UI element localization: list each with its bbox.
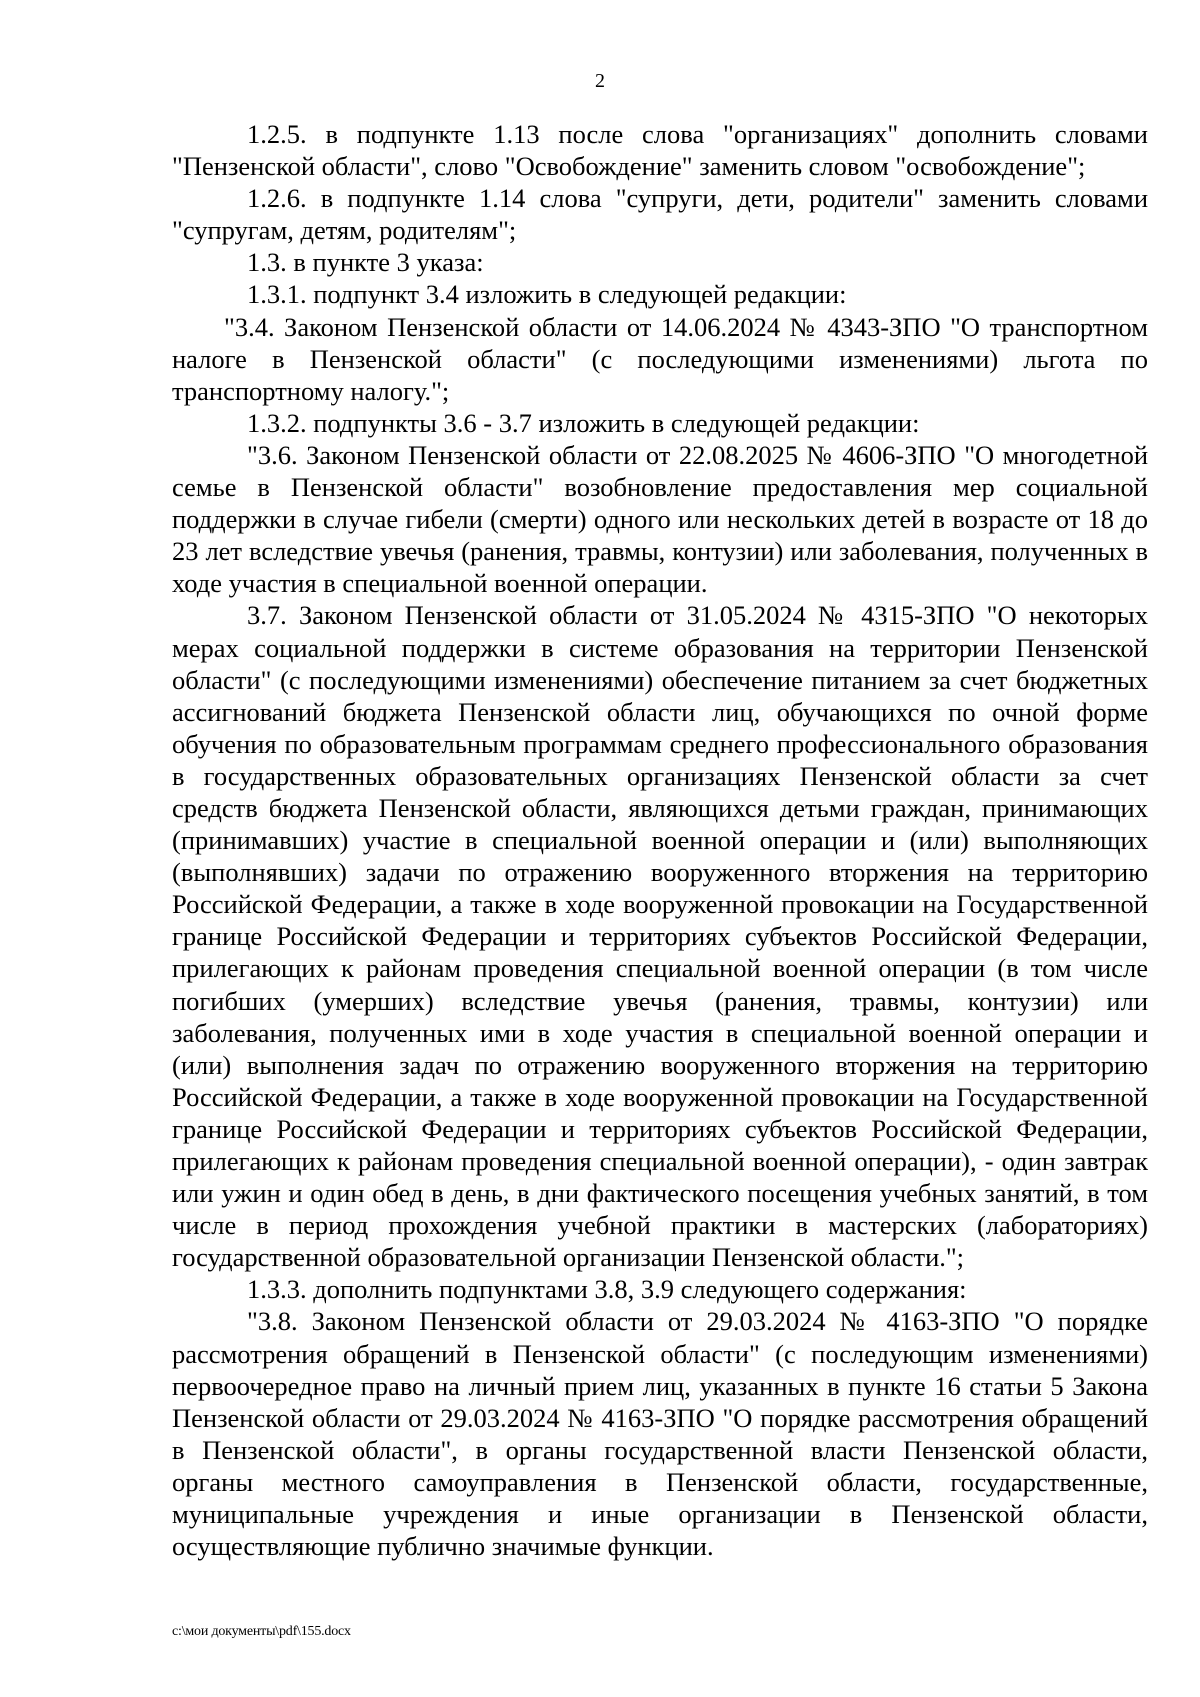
paragraph-3-4: "3.4. Законом Пензенской области от 14.06.2024 № 4343-ЗПО "О транспортном налоге в Пензенской области" (с последующими изменениями) льгота по транспортному налогу."; [172,311,1148,406]
paragraph-1-2-6: 1.2.6. в подпункте 1.14 слова "супруги, дети, родители" заменить словами "супругам, детям, родителям"; [172,183,1148,246]
paragraph-1-3: 1.3. в пункте 3 указа: [247,247,484,278]
paragraph-3-7: 3.7. Законом Пензенской области от 31.05.2024 № 4315-ЗПО "О некоторых мерах социальной поддержки в системе образования на территории Пензенской области" (с последующими изменениями) обеспечение питанием за счет бюджетных ассигнований бюджета Пензенской области лиц, обучающихся по очной форме обучения по образовательным программам среднего профессионального образования в государственных образовательных организациях Пензенской области за счет средств бюджета Пензенской области, являющихся детьми граждан, принимающих (принимавших) участие в специальной военной операции и (или) выполняющих (выполнявших) задачи по отражению вооруженного вторжения на территорию Российской Федерации, а также в ходе вооруженной провокации на Государственной границе Российской Федерации и территориях субъектов Российской Федерации, прилегающих к районам проведения специальной военной операции (в том числе погибших (умерших) вследствие увечья (ранения, травмы, контузии) или заболевания, полученных ими в ходе участия в специальной военной операции и (или) выполнения задач по отражению вооруженного вторжения на территорию Российской Федерации, а также в ходе вооруженной провокации на Государственной границе Российской Федерации и территориях субъектов Российской Федерации, прилегающих к районам проведения специальной военной операции), - один завтрак или ужин и один обед в день, в дни фактического посещения учебных занятий, в том числе в период прохождения учебной практики в мастерских (лабораториях) государственной образовательной организации Пензенской области."; [172,600,1148,1273]
paragraph-1-3-3: 1.3.3. дополнить подпунктами 3.8, 3.9 следующего содержания: [247,1274,967,1305]
paragraph-3-6: "3.6. Законом Пензенской области от 22.08.2025 № 4606-ЗПО "О многодетной семье в Пензенской области" возобновление предоставления мер социальной поддержки в случае гибели (смерти) одного или нескольких детей в возрасте от 18 до 23 лет вследствие увечья (ранения, травмы, контузии) или заболевания, полученных в ходе участия в специальной военной операции. [172,439,1148,599]
page-number: 2 [595,70,605,92]
footer-file-path: c:\мои документы\pdf\155.docx [172,1624,351,1639]
paragraph-3-8: "3.8. Законом Пензенской области от 29.03.2024 № 4163-ЗПО "О порядке рассмотрения обращений в Пензенской области" (с последующим изменениями) первоочередное право на личный прием лиц, указанных в пункте 16 статьи 5 Закона Пензенской области от 29.03.2024 № 4163-ЗПО "О порядке рассмотрения обращений в Пензенской области", в органы государственной власти Пензенской области, органы местного самоуправления в Пензенской области, государственные, муниципальные учреждения и иные организации в Пензенской области, осуществляющие публично значимые функции. [172,1306,1148,1562]
paragraph-1-3-2: 1.3.2. подпункты 3.6 - 3.7 изложить в следующей редакции: [247,407,920,438]
paragraph-1-3-1: 1.3.1. подпункт 3.4 изложить в следующей редакции: [247,279,847,310]
document-body [172,118,1148,1562]
paragraph-1-2-5: 1.2.5. в подпункте 1.13 после слова "организациях" дополнить словами "Пензенской области", слово "Освобождение" заменить словом "освобождение"; [172,119,1148,182]
